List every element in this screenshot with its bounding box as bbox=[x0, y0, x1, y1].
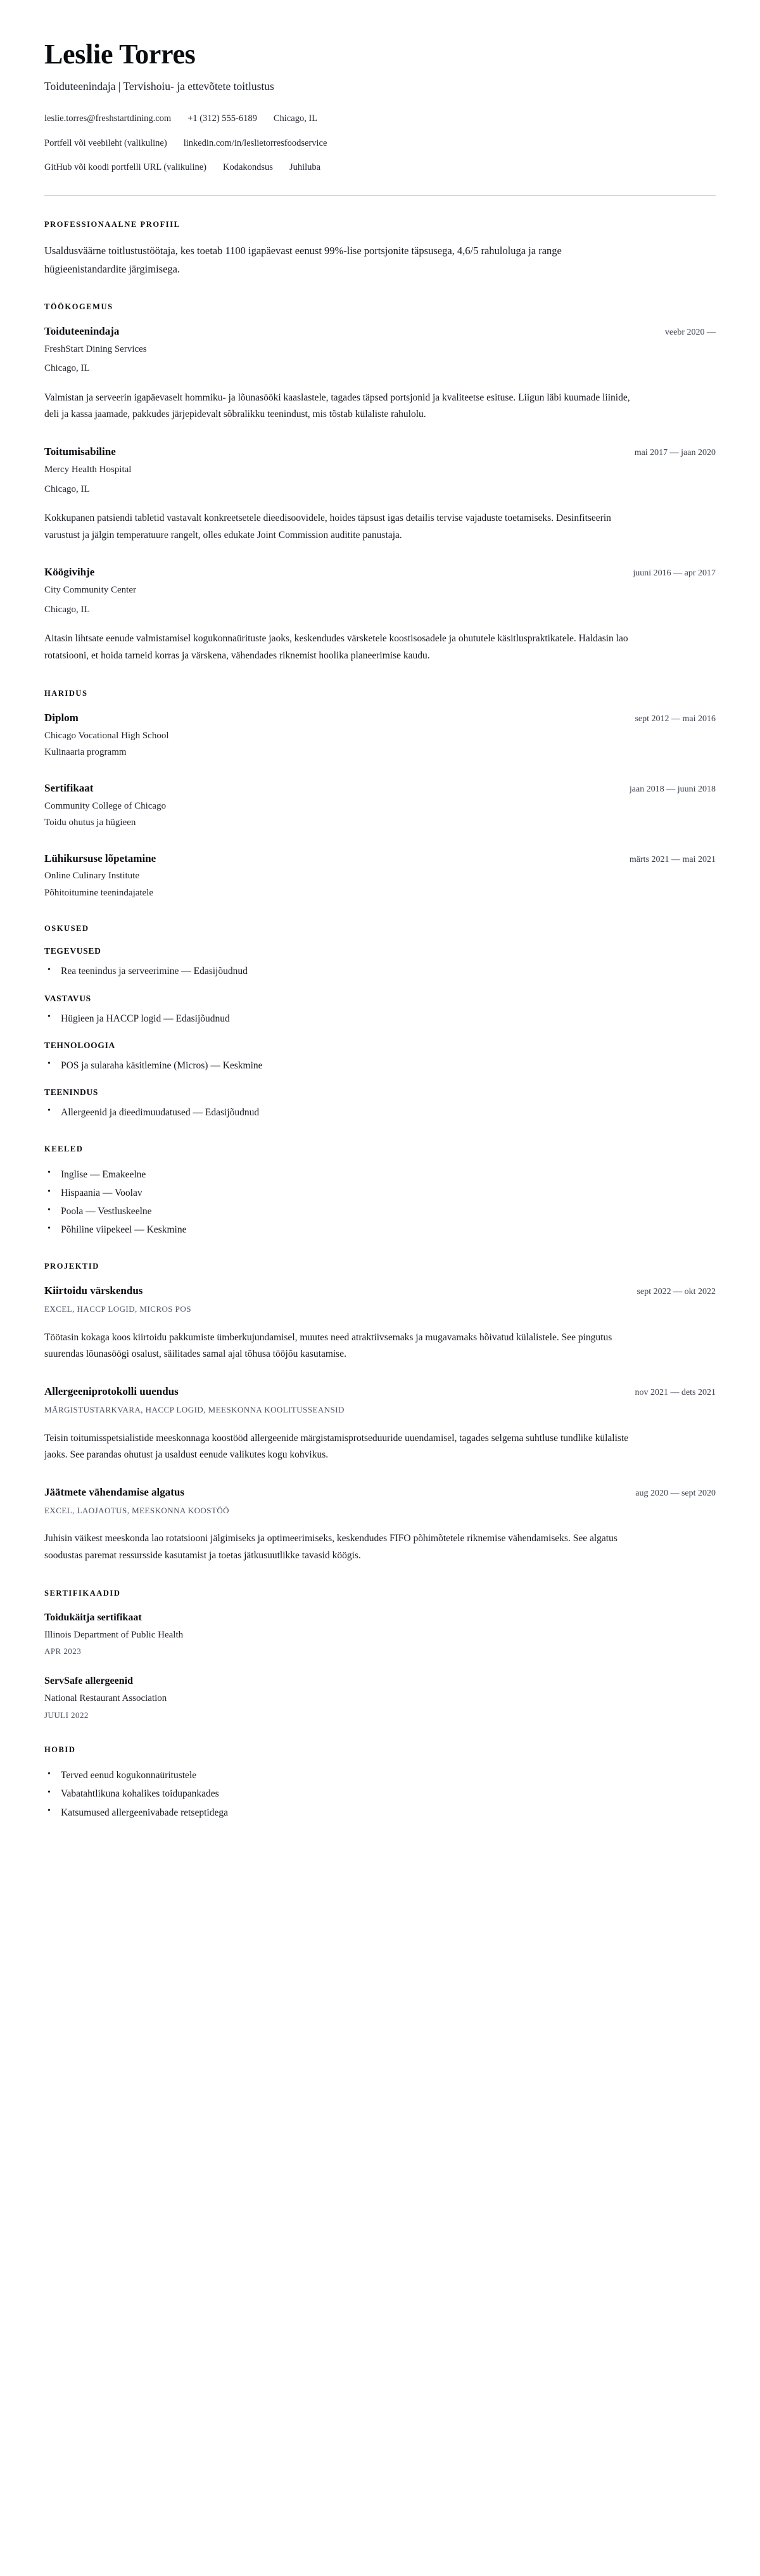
experience-entry bbox=[44, 445, 716, 544]
language-item: • Hispaania — Voolav bbox=[44, 1185, 716, 1201]
skill-group-title: TEENINDUS bbox=[44, 1087, 99, 1097]
contact-email[interactable]: leslie.torres@freshstartdining.com bbox=[44, 113, 172, 124]
experience-entry bbox=[44, 324, 716, 423]
skill-group-title: TEGEVUSED bbox=[44, 946, 101, 956]
contact-github-label: GitHub või koodi portfelli URL (valikuline) bbox=[44, 162, 206, 173]
education-entry bbox=[44, 852, 716, 900]
experience-description: Kokkupanen patsiendi tabletid vastavalt konkreetsetele dieedisoovidele, hoides täpsust igas detailis tervise vajaduste toetamiseks. Desinfitseerin varustust ja jälgin temperatuure rangelt, olles edukate Joint Commission auditite panustaja. bbox=[44, 513, 611, 541]
experience-entry bbox=[44, 565, 716, 664]
education-entry bbox=[44, 781, 716, 830]
certification-issuer: National Restaurant Association bbox=[44, 1693, 167, 1704]
certification-issuer: Illinois Department of Public Health bbox=[44, 1629, 184, 1640]
skill-item: • POS ja sularaha käsitlemine (Micros) — Keskmine bbox=[44, 1058, 716, 1073]
skill-item: • Rea teenindus ja serveerimine — Edasijõudnud bbox=[44, 963, 716, 979]
hobby-item: • Terved eenud kogukonnaüritustele bbox=[44, 1767, 716, 1783]
section-title-profile: PROFESSIONAALNE PROFIIL bbox=[44, 220, 180, 229]
certification-name: Toidukäitja sertifikaat bbox=[44, 1612, 142, 1623]
section-title-skills: OSKUSED bbox=[44, 924, 89, 933]
education-entry bbox=[44, 711, 716, 760]
skill-group-title: VASTAVUS bbox=[44, 993, 91, 1003]
section-title-education: HARIDUS bbox=[44, 688, 88, 698]
contact-row-extra bbox=[44, 161, 716, 175]
language-item: • Põhiline viipekeel — Keskmine bbox=[44, 1222, 716, 1238]
language-item: • Inglise — Emakeelne bbox=[44, 1167, 716, 1182]
skill-list bbox=[44, 963, 716, 979]
skill-item: • Hügieen ja HACCP logid — Edasijõudnud bbox=[44, 1011, 716, 1027]
experience-location: Chicago, IL bbox=[44, 604, 90, 615]
contact-linkedin[interactable]: linkedin.com/in/leslietorresfoodservice bbox=[183, 138, 327, 148]
project-name: Kiirtoidu värskendus bbox=[44, 1285, 143, 1297]
education-school: Online Culinary Institute bbox=[44, 871, 139, 881]
education-dates: sept 2012 — mai 2016 bbox=[635, 714, 716, 724]
certification-date: JUULI 2022 bbox=[44, 1710, 89, 1720]
section-title-certifications: SERTIFIKAADID bbox=[44, 1588, 121, 1598]
project-tech: EXCEL, HACCP LOGID, MICROS POS bbox=[44, 1304, 191, 1314]
skill-list bbox=[44, 1105, 716, 1120]
skill-list bbox=[44, 1058, 716, 1073]
project-entry-head bbox=[44, 1385, 716, 1399]
skill-group-title: TEHNOLOOGIA bbox=[44, 1040, 115, 1050]
skill-group bbox=[44, 1041, 716, 1073]
project-entry bbox=[44, 1284, 716, 1363]
section-skills bbox=[44, 924, 716, 1120]
project-entry-head bbox=[44, 1485, 716, 1500]
education-school: Community College of Chicago bbox=[44, 800, 167, 811]
education-degree: Lühikursuse lõpetamine bbox=[44, 852, 156, 864]
experience-entry-head bbox=[44, 565, 716, 580]
experience-description: Valmistan ja serveerin igapäevaselt hommiku- ja lõunasööki kaaslastele, tagades täpsed portsjonid ja kvaliteetse esituse. Liigun läbi kuumade liinide, deli ja kassa jaamade, pakkudes järjepidevalt sõbralikku teenindust, mis tõstab külaliste rahulolu. bbox=[44, 392, 630, 420]
project-entry-head bbox=[44, 1284, 716, 1298]
hobby-list bbox=[44, 1767, 716, 1820]
contact-row-primary bbox=[44, 112, 716, 126]
education-field: Põhitoitumine teenindajatele bbox=[44, 887, 154, 898]
experience-description: Aitasin lihtsate eenude valmistamisel kogukonnaürituste jaoks, keskendudes värsketele koostisosadele ja ohututele käsitluspraktikatele. Haldasin lao rotatsiooni, et hoida tarneid korras ja värskena, vähendades riknemist hoolika planeerimise kaudu. bbox=[44, 633, 628, 661]
certification-name: ServSafe allergeenid bbox=[44, 1675, 133, 1686]
experience-job-title: Köögivihje bbox=[44, 566, 95, 579]
section-title-experience: TÖÖKOGEMUS bbox=[44, 302, 113, 311]
section-title-projects: PROJEKTID bbox=[44, 1262, 99, 1271]
education-field: Kulinaaria programm bbox=[44, 747, 127, 758]
section-title-hobbies: HOBID bbox=[44, 1745, 76, 1755]
profile-summary: Usaldusväärne toitlustustöötaja, kes toetab 1100 igapäevast eenust 99%-lise portsjonite täpsusega, 4,6/5 rahuloluga ja range hügieenistandardite järgimisega. bbox=[44, 245, 562, 275]
experience-job-title: Toiduteenindaja bbox=[44, 324, 120, 337]
experience-employer: FreshStart Dining Services bbox=[44, 343, 147, 354]
candidate-name: Leslie Torres bbox=[44, 39, 196, 70]
project-name: Allergeeniprotokolli uuendus bbox=[44, 1385, 179, 1398]
education-degree: Diplom bbox=[44, 711, 79, 724]
experience-entry-head bbox=[44, 324, 716, 339]
section-education bbox=[44, 689, 716, 900]
skill-group bbox=[44, 946, 716, 979]
project-description: Töötasin kokaga koos kiirtoidu pakkumiste ümberkujundamisel, muutes need atraktiivsemaks ja mugavamaks hõivatud külalistele. See pingutus suurendas lõunasöögi osalust, säilitades samal ajal tõhusa tööjõu kasutamise. bbox=[44, 1331, 612, 1360]
experience-entry-head bbox=[44, 445, 716, 459]
skill-group bbox=[44, 1087, 716, 1120]
certification-date: APR 2023 bbox=[44, 1646, 82, 1656]
section-certifications bbox=[44, 1589, 716, 1722]
skill-group bbox=[44, 994, 716, 1027]
hobby-item: • Vabatahtlikuna kohalikes toidupankades bbox=[44, 1786, 716, 1802]
experience-dates: juuni 2016 — apr 2017 bbox=[633, 568, 716, 579]
candidate-headline: Toiduteenindaja | Tervishoiu- ja ettevõtete toitlustus bbox=[44, 79, 274, 93]
education-entry-head bbox=[44, 711, 716, 726]
contact-portfolio-label: Portfell või veebileht (valikuline) bbox=[44, 138, 167, 148]
header-divider bbox=[44, 195, 716, 196]
language-list bbox=[44, 1167, 716, 1238]
education-entry-head bbox=[44, 781, 716, 796]
project-entry bbox=[44, 1385, 716, 1464]
experience-location: Chicago, IL bbox=[44, 363, 90, 374]
experience-dates: veebr 2020 — bbox=[664, 327, 716, 337]
certification-entry bbox=[44, 1674, 716, 1721]
contact-row-portfolio bbox=[44, 137, 716, 151]
education-dates: märts 2021 — mai 2021 bbox=[629, 854, 716, 864]
education-dates: jaan 2018 — juuni 2018 bbox=[629, 784, 716, 794]
education-degree: Sertifikaat bbox=[44, 781, 94, 794]
education-entry-head bbox=[44, 852, 716, 866]
section-experience bbox=[44, 302, 716, 665]
skill-item: • Allergeenid ja dieedimuudatused — Edasijõudnud bbox=[44, 1105, 716, 1120]
experience-job-title: Toitumisabiline bbox=[44, 445, 116, 458]
section-title-languages: KEELED bbox=[44, 1144, 84, 1153]
education-school: Chicago Vocational High School bbox=[44, 730, 169, 741]
section-projects bbox=[44, 1262, 716, 1564]
section-profile bbox=[44, 220, 716, 278]
experience-dates: mai 2017 — jaan 2020 bbox=[634, 448, 716, 458]
skill-list bbox=[44, 1011, 716, 1027]
certification-entry bbox=[44, 1611, 716, 1658]
experience-location: Chicago, IL bbox=[44, 484, 90, 494]
project-dates: sept 2022 — okt 2022 bbox=[636, 1287, 716, 1297]
hobby-item: • Katsumused allergeenivabade retseptidega bbox=[44, 1805, 716, 1821]
contact-citizenship: Kodakondsus bbox=[223, 162, 273, 173]
project-description: Juhisin väikest meeskonda lao rotatsiooni jälgimiseks ja optimeerimiseks, keskendudes FIFO põhimõtetele riknemise vähendamiseks. See algatus soodustas paremat ressursside kasutamist ja toetas jätkusuutlikke tavasid köögis. bbox=[44, 1533, 618, 1561]
section-languages bbox=[44, 1144, 716, 1238]
contact-drivers-license: Juhiluba bbox=[289, 162, 321, 173]
experience-employer: City Community Center bbox=[44, 585, 136, 596]
project-name: Jäätmete vähendamise algatus bbox=[44, 1485, 184, 1498]
project-dates: aug 2020 — sept 2020 bbox=[635, 1488, 716, 1498]
project-dates: nov 2021 — dets 2021 bbox=[635, 1388, 716, 1398]
project-tech: EXCEL, LAOJAOTUS, MEESKONNA KOOSTÖÖ bbox=[44, 1505, 229, 1515]
experience-employer: Mercy Health Hospital bbox=[44, 465, 132, 475]
contact-phone[interactable]: +1 (312) 555-6189 bbox=[187, 113, 257, 124]
project-tech: MÄRGISTUSTARKVARA, HACCP LOGID, MEESKONNA KOOLITUSSEANSID bbox=[44, 1405, 345, 1415]
project-description: Teisin toitumisspetsialistide meeskonnaga koostööd allergeenide märgistamisprotseduuride uuendamisel, tagades selgema suhtluse tundlike külaliste jaoks. See parandas ohutust ja usaldust eenude valikutes kogu kohvikus. bbox=[44, 1432, 629, 1461]
resume-header bbox=[44, 0, 716, 196]
education-field: Toidu ohutus ja hügieen bbox=[44, 817, 136, 828]
language-item: • Poola — Vestluskeelne bbox=[44, 1203, 716, 1219]
project-entry bbox=[44, 1485, 716, 1565]
section-hobbies bbox=[44, 1745, 716, 1820]
contact-location: Chicago, IL bbox=[273, 113, 318, 124]
